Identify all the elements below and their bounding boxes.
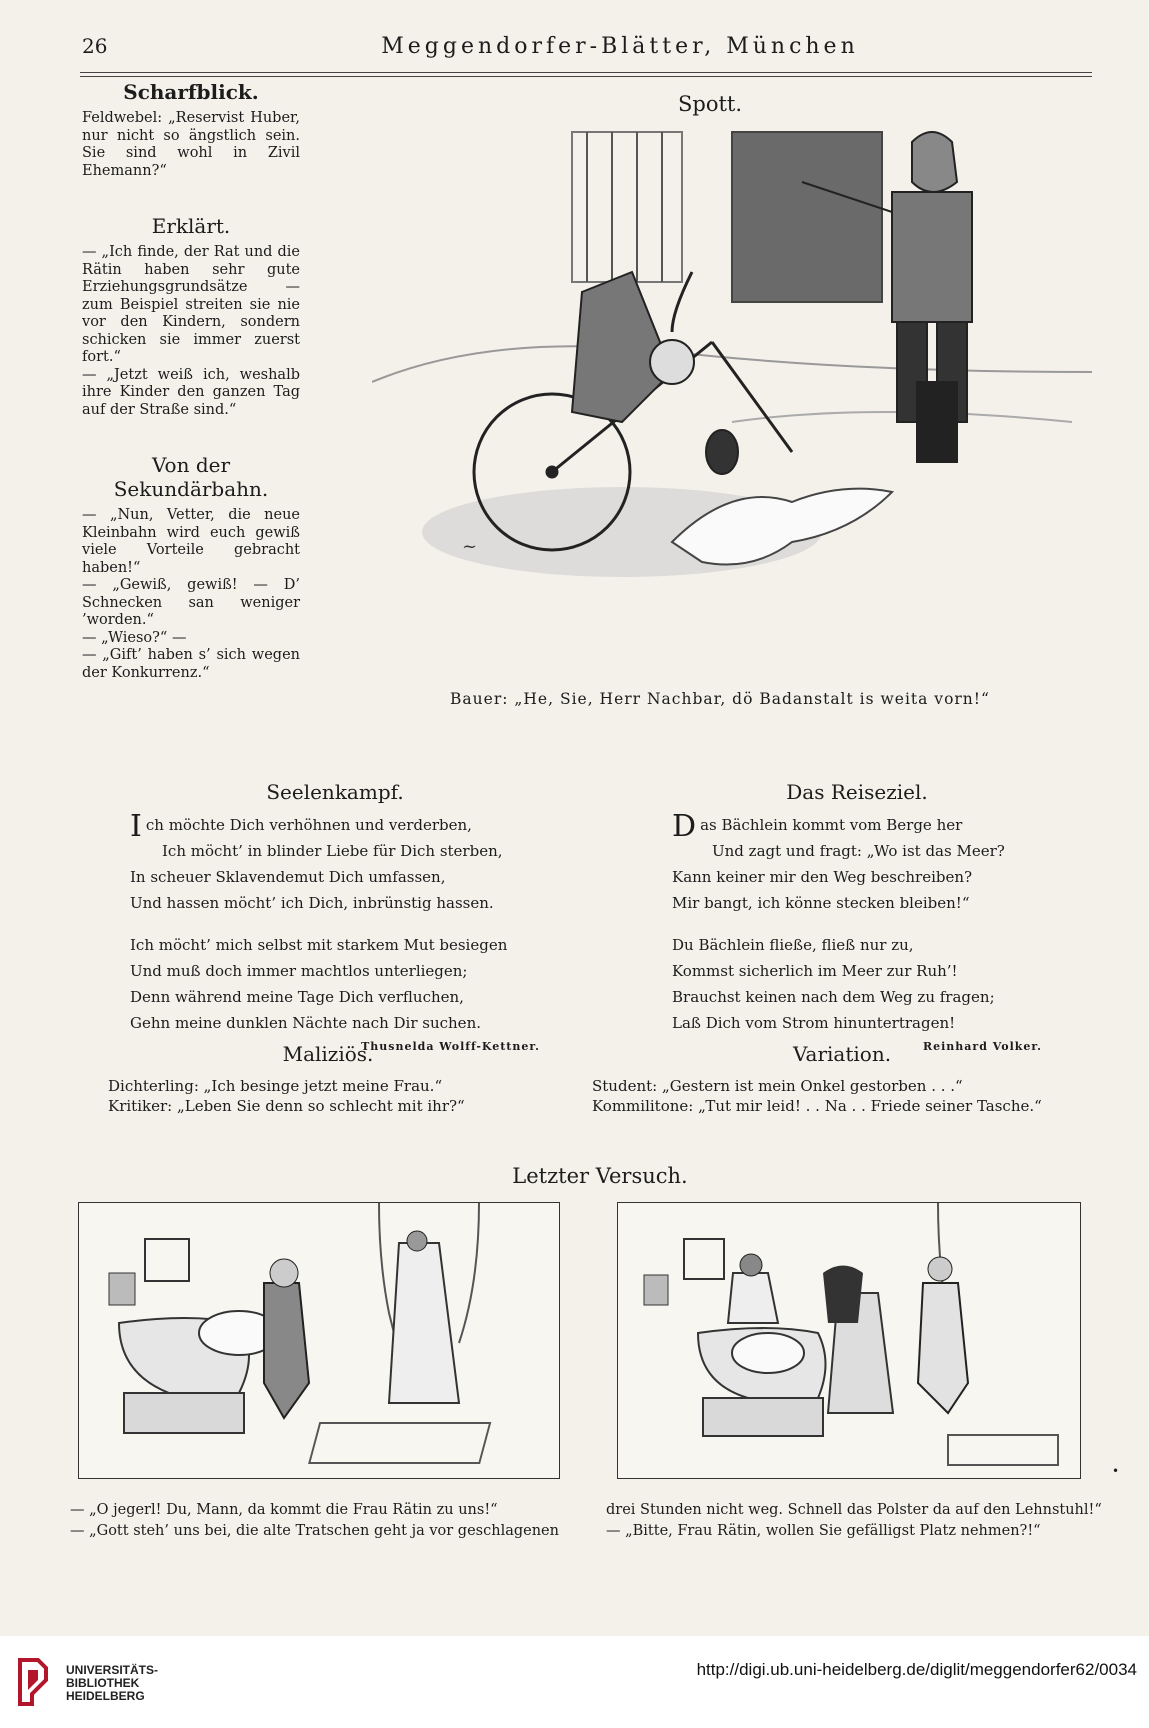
left-column: [82, 80, 300, 716]
footer-bar: [0, 1636, 1149, 1728]
spott-illustration: [372, 122, 1092, 612]
erklaert-line: — „Jetzt weiß ich, weshalb ihre Kinder den ganzen Tag auf der Straße sind.“: [82, 366, 300, 418]
variation-section: [592, 1042, 1092, 1116]
poem-line: Gehn meine dunklen Nächte nach Dir suchen.: [130, 1014, 481, 1032]
running-head: Meggendorfer-Blätter, München: [381, 34, 859, 59]
poem-line: Und hassen möcht’ ich Dich, inbrünstig hassen.: [130, 894, 494, 912]
versuch-caption-left: [70, 1500, 559, 1542]
jest-line: Kritiker: „Leben Sie denn so schlecht mit ihr?“: [108, 1097, 465, 1115]
seelenkampf-poem: [130, 780, 540, 1053]
caption-line: — „Gott steh’ uns bei, die alte Tratschen geht ja vor geschlagenen: [70, 1523, 559, 1539]
seelenkampf-title: Seelenkampf.: [266, 780, 404, 804]
caption-line: drei Stunden nicht weg. Schnell das Polster da auf den Lehnstuhl!“: [606, 1502, 1102, 1518]
poem-line: Brauchst keinen nach dem Weg zu fragen;: [672, 988, 995, 1006]
library-name-line: BIBLIOTHEK: [66, 1676, 140, 1690]
poem-line: Du Bächlein fließe, fließ nur zu,: [672, 936, 914, 954]
reiseziel-title: Das Reiseziel.: [786, 780, 928, 804]
poem-line-text: as Bächlein kommt vom Berge her: [700, 816, 963, 834]
scharfblick-text: Feldwebel: „Reservist Huber, nur nicht so ängstlich sein. Sie sind wohl in Zivil Ehemann?“: [82, 110, 300, 179]
poem-line: [130, 809, 540, 844]
reiseziel-poem: [672, 780, 1042, 1053]
letzter-versuch-title: Letzter Versuch.: [512, 1164, 688, 1188]
poem-line: Und zagt und fragt: „Wo ist das Meer?: [712, 842, 1005, 860]
sekundaerbahn-line: — „Gewiß, gewiß! — D’ Schnecken san weniger ’worden.“: [82, 577, 300, 628]
jest-line: Kommilitone: „Tut mir leid! . . Na . . Friede seiner Tasche.“: [592, 1097, 1042, 1115]
cartoon-panel-left: [78, 1202, 560, 1479]
sekundaerbahn-line: — „Nun, Vetter, die neue Kleinbahn wird euch gewiß viele Vorteile gebracht haben!“: [82, 507, 300, 576]
malizioes-title: Maliziös.: [282, 1042, 374, 1066]
spott-caption: Bauer: „He, Sie, Herr Nachbar, dö Badanstalt is weita vorn!“: [450, 690, 990, 708]
caption-line: — „Bitte, Frau Rätin, wollen Sie gefälligst Platz nehmen?!“: [606, 1523, 1041, 1539]
versuch-caption-right: [606, 1500, 1102, 1542]
library-name-line: HEIDELBERG: [66, 1689, 145, 1703]
poem-line: Laß Dich vom Strom hinuntertragen!: [672, 1014, 956, 1032]
header-rule-double: [80, 76, 1092, 77]
caption-line: — „O jegerl! Du, Mann, da kommt die Frau Rätin zu uns!“: [70, 1502, 498, 1518]
sekundaerbahn-line: — „Wieso?“ —: [82, 629, 187, 646]
erklaert-section: [82, 214, 300, 419]
spott-title: Spott.: [677, 92, 743, 116]
svg-text:~: ~: [462, 536, 478, 557]
margin-mark: •: [1112, 1464, 1120, 1478]
poem-line: Kann keiner mir den Weg beschreiben?: [672, 868, 973, 886]
variation-title: Variation.: [792, 1042, 892, 1066]
scharfblick-section: [82, 80, 300, 180]
jest-line: Dichterling: „Ich besinge jetzt meine Frau.“: [108, 1077, 443, 1095]
library-name-line: UNIVERSITÄTS-: [66, 1663, 159, 1677]
poem-line: [672, 809, 1042, 844]
sekundaerbahn-line: — „Gift’ haben s’ sich wegen der Konkurrenz.“: [82, 647, 300, 681]
erklaert-line: — „Ich finde, der Rat und die Rätin haben sehr gute Erziehungsgrundsätze — zum Beispiel streiten sie nie vor den Kindern, sondern schicken sie immer zuerst fort.“: [82, 244, 300, 365]
poem-line: Denn während meine Tage Dich verfluchen,: [130, 988, 464, 1006]
poem-author: Reinhard Volker.: [922, 1040, 1042, 1053]
dropcap: I: [130, 809, 142, 844]
scharfblick-title: Scharfblick.: [123, 80, 259, 104]
sekundaerbahn-section: [82, 453, 300, 682]
erklaert-title: Erklärt.: [151, 214, 231, 238]
poem-line-text: ch möchte Dich verhöhnen und verderben,: [145, 816, 472, 834]
library-name: [66, 1664, 158, 1703]
university-logo-icon: [12, 1654, 56, 1710]
header-rule: [80, 72, 1092, 73]
cartoon-panel-right: [617, 1202, 1081, 1479]
page-number: 26: [82, 34, 108, 58]
poem-author: Thusnelda Wolff-Kettner.: [361, 1040, 540, 1053]
poem-line: Ich möcht’ in blinder Liebe für Dich sterben,: [162, 842, 503, 860]
poem-line: Ich möcht’ mich selbst mit starkem Mut besiegen: [130, 936, 508, 954]
jest-line: Student: „Gestern ist mein Onkel gestorben . . .“: [592, 1077, 963, 1095]
poem-line: Kommst sicherlich im Meer zur Ruh’!: [672, 962, 958, 980]
source-url-link[interactable]: http://digi.ub.uni-heidelberg.de/diglit/meggendorfer62/0034: [696, 1660, 1137, 1679]
malizioes-section: [108, 1042, 548, 1116]
poem-line: Und muß doch immer machtlos unterliegen;: [130, 962, 468, 980]
sekundaerbahn-title: Von der Sekundärbahn.: [113, 453, 269, 501]
poem-line: In scheuer Sklavendemut Dich umfassen,: [130, 868, 446, 886]
poem-line: Mir bangt, ich könne stecken bleiben!“: [672, 894, 970, 912]
dropcap: D: [672, 809, 697, 844]
